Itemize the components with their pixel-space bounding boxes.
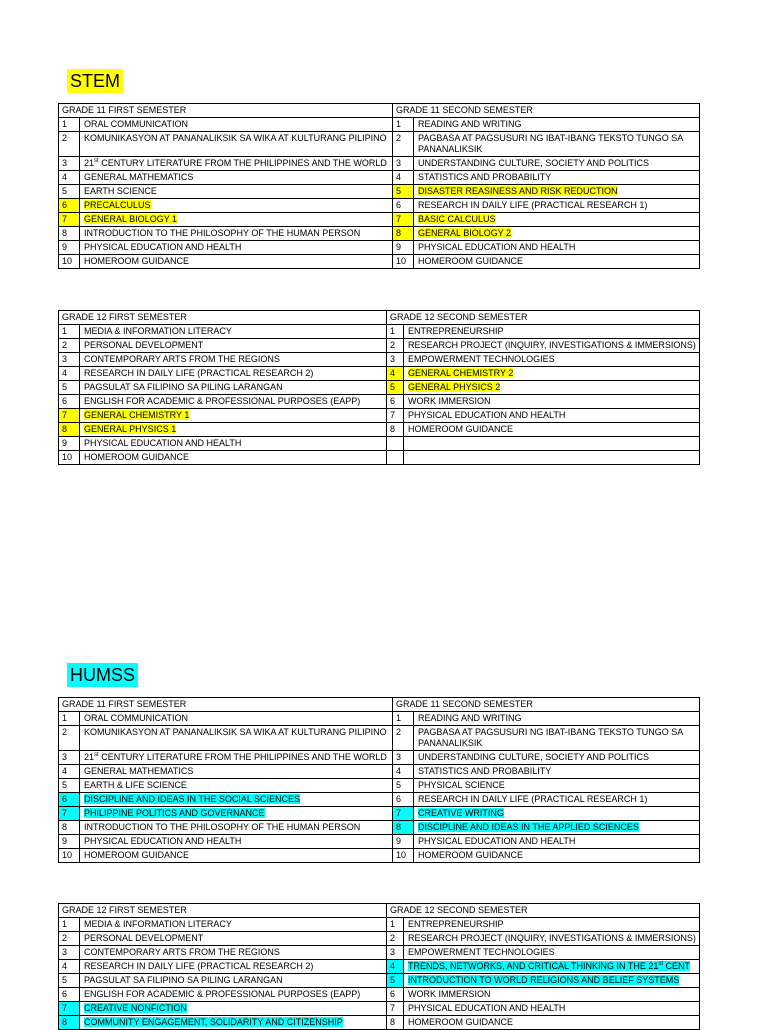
subject-cell: PAGBASA AT PAGSUSURI NG IBAT-IBANG TEKSTO TUNGO SA PANANALIKSIK — [414, 132, 700, 157]
table-row — [59, 381, 700, 395]
subject-cell: RESEARCH IN DAILY LIFE (PRACTICAL RESEARCH 1) — [414, 199, 700, 213]
subject-cell: RESEARCH IN DAILY LIFE (PRACTICAL RESEARCH 2) — [80, 960, 387, 974]
table-row — [59, 793, 700, 807]
table-row — [59, 395, 700, 409]
table-row — [59, 988, 700, 1002]
subject-cell — [80, 1002, 387, 1016]
row-number: 1 — [59, 918, 80, 932]
subject-cell — [404, 381, 700, 395]
row-number: 6 — [393, 793, 414, 807]
table-row — [59, 849, 700, 863]
row-number: 6 — [59, 988, 80, 1002]
second-semester-header: GRADE 11 SECOND SEMESTER — [393, 698, 700, 712]
subject-cell: HOMEROOM GUIDANCE — [404, 423, 700, 437]
subject-cell — [80, 423, 387, 437]
subject-text: CENT — [663, 961, 691, 971]
row-number: 7 — [387, 409, 404, 423]
row-number: 8 — [59, 227, 80, 241]
row-number: 8 — [387, 1016, 404, 1030]
highlighted-subject: CREATIVE NONFICTION — [84, 1003, 187, 1013]
subject-cell: HOMEROOM GUIDANCE — [80, 451, 387, 465]
row-number: 10 — [59, 451, 80, 465]
row-number: 1 — [393, 712, 414, 726]
row-number: 8 — [387, 423, 404, 437]
row-number: 4 — [59, 171, 80, 185]
row-number: 2 — [387, 932, 404, 946]
row-number: 3 — [59, 353, 80, 367]
second-semester-header: GRADE 12 SECOND SEMESTER — [387, 904, 700, 918]
subject-cell: ENTREPRENEURSHIP — [404, 918, 700, 932]
table-row — [59, 325, 700, 339]
table-row — [59, 835, 700, 849]
ordinal-suffix: st — [94, 752, 99, 758]
row-number: 1 — [393, 118, 414, 132]
row-number: 9 — [59, 835, 80, 849]
subject-cell: KOMUNIKASYON AT PANANALIKSIK SA WIKA AT KULTURANG PILIPINO — [80, 726, 393, 751]
subject-cell: INTRODUCTION TO THE PHILOSOPHY OF THE HUMAN PERSON — [80, 821, 393, 835]
row-number: 2 — [59, 132, 80, 157]
row-number — [387, 437, 404, 451]
subject-cell — [80, 793, 393, 807]
subject-cell — [414, 213, 700, 227]
subject-cell: ENGLISH FOR ACADEMIC & PROFESSIONAL PURPOSES (EAPP) — [80, 395, 387, 409]
subject-cell: CONTEMPORARY ARTS FROM THE REGIONS — [80, 946, 387, 960]
subject-cell: HOMEROOM GUIDANCE — [80, 255, 393, 269]
subject-cell: EMPOWERMENT TECHNOLOGIES — [404, 946, 700, 960]
highlighted-subject: COMMUNITY ENGAGEMENT, SOLIDARITY AND CITIZENSHIP — [84, 1017, 343, 1027]
row-number: 1 — [59, 712, 80, 726]
subject-cell — [80, 409, 387, 423]
table-row — [59, 185, 700, 199]
row-number: 5 — [393, 185, 414, 199]
row-number: 7 — [387, 1002, 404, 1016]
highlighted-subject: CREATIVE WRITING — [418, 808, 504, 818]
row-number: 7 — [59, 213, 80, 227]
stem-grade12-table — [58, 310, 700, 465]
table-row — [59, 171, 700, 185]
row-number: 8 — [393, 821, 414, 835]
subject-cell — [404, 974, 700, 988]
ordinal-suffix: st — [658, 961, 664, 967]
table-row — [59, 1002, 700, 1016]
subject-cell: PHYSICAL EDUCATION AND HEALTH — [80, 241, 393, 255]
table-row — [59, 118, 700, 132]
subject-cell — [414, 227, 700, 241]
subject-cell: HOMEROOM GUIDANCE — [414, 255, 700, 269]
table-row — [59, 751, 700, 765]
row-number: 3 — [393, 157, 414, 171]
subject-cell: ORAL COMMUNICATION — [80, 712, 393, 726]
highlighted-subject — [408, 961, 690, 971]
row-number: 10 — [59, 849, 80, 863]
row-number: 2 — [59, 932, 80, 946]
humss-grade11-table — [58, 697, 700, 863]
row-number: 1 — [387, 918, 404, 932]
first-semester-header: GRADE 11 FIRST SEMESTER — [59, 104, 393, 118]
table-row — [59, 213, 700, 227]
subject-text: 21 — [84, 752, 95, 762]
subject-cell: PHYSICAL EDUCATION AND HEALTH — [414, 835, 700, 849]
second-semester-header: GRADE 11 SECOND SEMESTER — [393, 104, 700, 118]
subject-cell — [404, 451, 700, 465]
stem-grade11-table — [58, 103, 700, 269]
row-number: 8 — [59, 423, 80, 437]
highlighted-subject: GENERAL PHYSICS 2 — [408, 382, 501, 392]
subject-cell: RESEARCH IN DAILY LIFE (PRACTICAL RESEARCH 2) — [80, 367, 387, 381]
subject-cell: PHYSICAL EDUCATION AND HEALTH — [404, 409, 700, 423]
row-number: 5 — [59, 185, 80, 199]
subject-cell: ENGLISH FOR ACADEMIC & PROFESSIONAL PURPOSES (EAPP) — [80, 988, 387, 1002]
table-row — [59, 712, 700, 726]
row-number: 7 — [59, 409, 80, 423]
row-number: 5 — [59, 779, 80, 793]
subject-cell: PHYSICAL EDUCATION AND HEALTH — [404, 1002, 700, 1016]
subject-cell: PERSONAL DEVELOPMENT — [80, 932, 387, 946]
subject-cell: WORK IMMERSION — [404, 395, 700, 409]
subject-cell: PHYSICAL EDUCATION AND HEALTH — [80, 437, 387, 451]
table-row — [59, 946, 700, 960]
subject-cell: GENERAL MATHEMATICS — [80, 171, 393, 185]
highlighted-subject: GENERAL BIOLOGY 1 — [84, 214, 178, 224]
subject-cell — [414, 821, 700, 835]
row-number: 8 — [59, 1016, 80, 1030]
subject-text: TRENDS, NETWORKS, AND CRITICAL THINKING IN THE 21 — [408, 961, 659, 971]
row-number: 4 — [387, 960, 404, 974]
row-number: 2 — [393, 726, 414, 751]
subject-cell: RESEARCH PROJECT (INQUIRY, INVESTIGATIONS & IMMERSIONS) — [404, 339, 700, 353]
row-number: 6 — [59, 395, 80, 409]
table-row — [59, 157, 700, 171]
row-number: 3 — [59, 751, 80, 765]
subject-cell — [414, 807, 700, 821]
highlighted-subject: PRECALCULUS — [84, 200, 151, 210]
highlighted-subject: INTRODUCTION TO WORLD RELIGIONS AND BELIEF SYSTEMS — [408, 975, 680, 985]
row-number: 3 — [387, 946, 404, 960]
subject-cell: MEDIA & INFORMATION LITERACY — [80, 325, 387, 339]
subject-cell — [80, 157, 393, 171]
table-row — [59, 132, 700, 157]
subject-cell: PAGSULAT SA FILIPINO SA PILING LARANGAN — [80, 974, 387, 988]
table-row — [59, 227, 700, 241]
subject-cell: HOMEROOM GUIDANCE — [404, 1016, 700, 1030]
subject-cell: PHYSICAL EDUCATION AND HEALTH — [80, 835, 393, 849]
row-number: 5 — [59, 381, 80, 395]
subject-cell: HOMEROOM GUIDANCE — [80, 849, 393, 863]
row-number: 10 — [393, 255, 414, 269]
table-row — [59, 932, 700, 946]
stem-title: STEM — [67, 69, 123, 93]
row-number: 2 — [59, 726, 80, 751]
subject-cell: HOMEROOM GUIDANCE — [414, 849, 700, 863]
highlighted-subject: GENERAL CHEMISTRY 2 — [408, 368, 514, 378]
subject-cell: EARTH & LIFE SCIENCE — [80, 779, 393, 793]
subject-cell: MEDIA & INFORMATION LITERACY — [80, 918, 387, 932]
row-number: 9 — [59, 241, 80, 255]
table-row — [59, 1016, 700, 1030]
second-semester-header: GRADE 12 SECOND SEMESTER — [387, 311, 700, 325]
row-number: 5 — [393, 779, 414, 793]
table-row — [59, 918, 700, 932]
row-number: 3 — [393, 751, 414, 765]
subject-cell — [404, 437, 700, 451]
row-number: 5 — [387, 974, 404, 988]
subject-cell: READING AND WRITING — [414, 118, 700, 132]
row-number: 9 — [393, 241, 414, 255]
row-number: 2 — [393, 132, 414, 157]
table-row — [59, 423, 700, 437]
highlighted-subject: DISCIPLINE AND IDEAS IN THE APPLIED SCIENCES — [418, 822, 639, 832]
subject-cell: PHYSICAL SCIENCE — [414, 779, 700, 793]
subject-cell — [80, 199, 393, 213]
row-number: 4 — [393, 765, 414, 779]
table-row — [59, 779, 700, 793]
subject-cell: UNDERSTANDING CULTURE, SOCIETY AND POLITICS — [414, 751, 700, 765]
highlighted-subject: PHILIPPINE POLITICS AND GOVERNANCE — [84, 808, 265, 818]
highlighted-subject: GENERAL BIOLOGY 2 — [418, 228, 512, 238]
subject-cell: STATISTICS AND PROBABILITY — [414, 171, 700, 185]
row-number: 7 — [59, 1002, 80, 1016]
subject-cell — [404, 367, 700, 381]
row-number: 4 — [393, 171, 414, 185]
table-row — [59, 241, 700, 255]
subject-cell — [404, 960, 700, 974]
row-number: 6 — [59, 199, 80, 213]
subject-cell: UNDERSTANDING CULTURE, SOCIETY AND POLITICS — [414, 157, 700, 171]
row-number: 1 — [59, 118, 80, 132]
subject-cell: PHYSICAL EDUCATION AND HEALTH — [414, 241, 700, 255]
table-row — [59, 255, 700, 269]
subject-cell: STATISTICS AND PROBABILITY — [414, 765, 700, 779]
subject-cell: WORK IMMERSION — [404, 988, 700, 1002]
ordinal-suffix: st — [94, 158, 99, 164]
first-semester-header: GRADE 11 FIRST SEMESTER — [59, 698, 393, 712]
table-row — [59, 726, 700, 751]
subject-cell: INTRODUCTION TO THE PHILOSOPHY OF THE HUMAN PERSON — [80, 227, 393, 241]
table-row — [59, 367, 700, 381]
row-number: 4 — [59, 765, 80, 779]
row-number: 8 — [393, 227, 414, 241]
subject-text: CENTURY LITERATURE FROM THE PHILIPPINES AND THE WORLD — [98, 752, 387, 762]
row-number: 6 — [59, 793, 80, 807]
row-number: 5 — [59, 974, 80, 988]
row-number: 10 — [59, 255, 80, 269]
subject-cell: EMPOWERMENT TECHNOLOGIES — [404, 353, 700, 367]
subject-cell: EARTH SCIENCE — [80, 185, 393, 199]
highlighted-subject: DISASTER REASINESS AND RISK REDUCTION — [418, 186, 618, 196]
row-number: 1 — [59, 325, 80, 339]
row-number: 4 — [59, 960, 80, 974]
table-row — [59, 451, 700, 465]
table-row — [59, 437, 700, 451]
subject-cell: RESEARCH IN DAILY LIFE (PRACTICAL RESEARCH 1) — [414, 793, 700, 807]
humss-grade12-table — [58, 903, 700, 1030]
subject-cell: CONTEMPORARY ARTS FROM THE REGIONS — [80, 353, 387, 367]
subject-cell: READING AND WRITING — [414, 712, 700, 726]
table-row — [59, 409, 700, 423]
row-number: 4 — [59, 367, 80, 381]
table-row — [59, 765, 700, 779]
table-row — [59, 353, 700, 367]
subject-cell — [80, 807, 393, 821]
row-number: 3 — [59, 946, 80, 960]
first-semester-header: GRADE 12 FIRST SEMESTER — [59, 311, 387, 325]
subject-cell: PAGBASA AT PAGSUSURI NG IBAT-IBANG TEKSTO TUNGO SA PANANALIKSIK — [414, 726, 700, 751]
row-number — [387, 451, 404, 465]
subject-cell: ENTREPRENEURSHIP — [404, 325, 700, 339]
row-number: 2 — [59, 339, 80, 353]
row-number: 3 — [387, 353, 404, 367]
row-number: 3 — [59, 157, 80, 171]
highlighted-subject: BASIC CALCULUS — [418, 214, 496, 224]
subject-cell: RESEARCH PROJECT (INQUIRY, INVESTIGATIONS & IMMERSIONS) — [404, 932, 700, 946]
row-number: 6 — [393, 199, 414, 213]
row-number: 7 — [393, 807, 414, 821]
row-number: 6 — [387, 395, 404, 409]
subject-cell — [80, 213, 393, 227]
subject-text: 21 — [84, 158, 95, 168]
subject-cell: GENERAL MATHEMATICS — [80, 765, 393, 779]
table-row — [59, 339, 700, 353]
subject-cell: ORAL COMMUNICATION — [80, 118, 393, 132]
highlighted-subject: GENERAL PHYSICS 1 — [84, 424, 177, 434]
row-number: 8 — [59, 821, 80, 835]
row-number: 6 — [387, 988, 404, 1002]
subject-cell — [414, 185, 700, 199]
row-number: 4 — [387, 367, 404, 381]
subject-cell — [80, 1016, 387, 1030]
subject-cell: KOMUNIKASYON AT PANANALIKSIK SA WIKA AT KULTURANG PILIPINO — [80, 132, 393, 157]
table-row — [59, 807, 700, 821]
row-number: 10 — [393, 849, 414, 863]
highlighted-subject: GENERAL CHEMISTRY 1 — [84, 410, 190, 420]
table-row — [59, 821, 700, 835]
row-number: 7 — [393, 213, 414, 227]
highlighted-subject: DISCIPLINE AND IDEAS IN THE SOCIAL SCIENCES — [84, 794, 301, 804]
row-number: 1 — [387, 325, 404, 339]
row-number: 2 — [387, 339, 404, 353]
subject-cell: PAGSULAT SA FILIPINO SA PILING LARANGAN — [80, 381, 387, 395]
table-row — [59, 199, 700, 213]
table-row — [59, 960, 700, 974]
row-number: 7 — [59, 807, 80, 821]
first-semester-header: GRADE 12 FIRST SEMESTER — [59, 904, 387, 918]
row-number: 9 — [59, 437, 80, 451]
humss-title: HUMSS — [67, 663, 138, 687]
subject-cell — [80, 751, 393, 765]
subject-text: CENTURY LITERATURE FROM THE PHILIPPINES AND THE WORLD — [98, 158, 387, 168]
row-number: 9 — [393, 835, 414, 849]
row-number: 5 — [387, 381, 404, 395]
subject-cell: PERSONAL DEVELOPMENT — [80, 339, 387, 353]
table-row — [59, 974, 700, 988]
